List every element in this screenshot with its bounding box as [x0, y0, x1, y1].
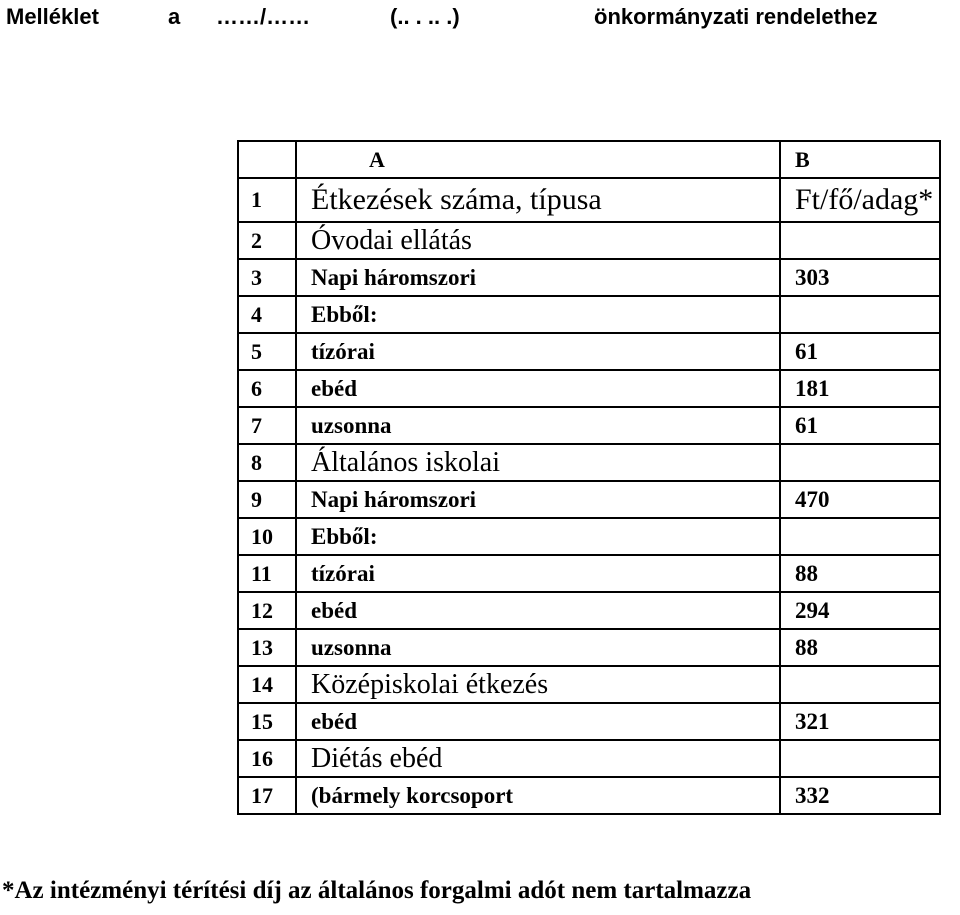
table-row [238, 333, 940, 370]
column-header-a: A [296, 141, 780, 178]
price-cell: 88 [780, 555, 940, 592]
table-row [238, 777, 940, 814]
meal-type-cell: tízórai [296, 333, 780, 370]
meal-type-cell: (bármely korcsoport [296, 777, 780, 814]
corner-cell [238, 141, 296, 178]
row-number: 15 [238, 703, 296, 740]
meal-type-cell: Általános iskolai [296, 444, 780, 481]
table-row [238, 740, 940, 777]
price-cell: 61 [780, 407, 940, 444]
row-number: 4 [238, 296, 296, 333]
row-number: 9 [238, 481, 296, 518]
meal-type-cell: Étkezések száma, típusa [296, 178, 780, 222]
meal-type-cell: Diétás ebéd [296, 740, 780, 777]
table-row [238, 592, 940, 629]
table-row [238, 703, 940, 740]
heading-annex-word: Melléklet [6, 4, 99, 29]
table-row [238, 407, 940, 444]
row-number: 17 [238, 777, 296, 814]
meal-type-cell: Ebből: [296, 518, 780, 555]
row-number: 2 [238, 222, 296, 259]
meal-type-cell: tízórai [296, 555, 780, 592]
meal-type-cell: Ebből: [296, 296, 780, 333]
price-cell [780, 518, 940, 555]
meal-type-cell: Napi háromszori [296, 481, 780, 518]
meal-type-cell: Napi háromszori [296, 259, 780, 296]
row-number: 12 [238, 592, 296, 629]
column-header-b: B [780, 141, 940, 178]
price-cell: 181 [780, 370, 940, 407]
document-heading [6, 2, 956, 34]
row-number: 3 [238, 259, 296, 296]
row-number: 8 [238, 444, 296, 481]
meal-type-cell: Középiskolai étkezés [296, 666, 780, 703]
table-row [238, 370, 940, 407]
table-row [238, 481, 940, 518]
row-number: 1 [238, 178, 296, 222]
meal-type-cell: ebéd [296, 370, 780, 407]
meal-type-cell: Óvodai ellátás [296, 222, 780, 259]
heading-article: a [168, 4, 181, 29]
row-number: 6 [238, 370, 296, 407]
row-number: 14 [238, 666, 296, 703]
table-row [238, 259, 940, 296]
table-row [238, 444, 940, 481]
column-header-row [238, 141, 940, 178]
meal-fee-table [237, 140, 941, 815]
table-row [238, 296, 940, 333]
price-cell: 332 [780, 777, 940, 814]
row-number: 5 [238, 333, 296, 370]
price-cell [780, 222, 940, 259]
price-cell [780, 666, 940, 703]
row-number: 13 [238, 629, 296, 666]
table-row [238, 518, 940, 555]
table-row [238, 629, 940, 666]
meal-type-cell: ebéd [296, 592, 780, 629]
vat-footnote: *Az intézményi térítési díj az általános forgalmi adót nem tartalmazza [2, 877, 752, 904]
price-cell: 303 [780, 259, 940, 296]
row-number: 11 [238, 555, 296, 592]
meal-type-cell: uzsonna [296, 407, 780, 444]
price-cell: 321 [780, 703, 940, 740]
meal-type-cell: ebéd [296, 703, 780, 740]
price-cell [780, 740, 940, 777]
row-number: 7 [238, 407, 296, 444]
meal-type-cell: uzsonna [296, 629, 780, 666]
table-row [238, 555, 940, 592]
row-number: 10 [238, 518, 296, 555]
table-row [238, 178, 940, 222]
price-cell: 61 [780, 333, 940, 370]
price-cell: Ft/fő/adag* [780, 178, 940, 222]
price-cell [780, 444, 940, 481]
price-cell: 294 [780, 592, 940, 629]
table-row [238, 666, 940, 703]
heading-number-placeholder: ……/…… [216, 4, 311, 29]
price-cell [780, 296, 940, 333]
heading-regulation-text: önkormányzati rendelethez [594, 4, 878, 29]
row-number: 16 [238, 740, 296, 777]
price-cell: 470 [780, 481, 940, 518]
table-row [238, 222, 940, 259]
price-cell: 88 [780, 629, 940, 666]
heading-date-placeholder: (.. . .. .) [390, 4, 460, 29]
